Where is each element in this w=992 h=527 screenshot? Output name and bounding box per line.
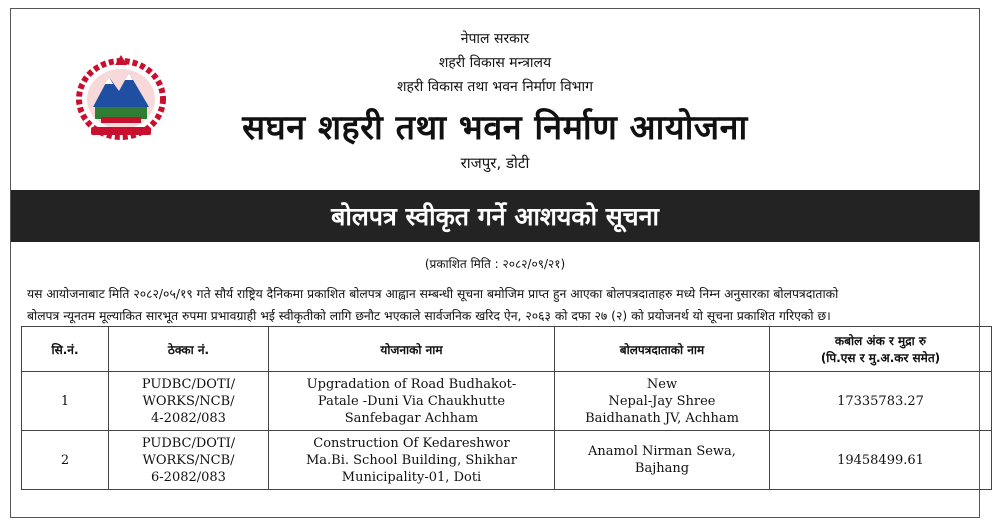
row-bid-amount: 19458499.61 xyxy=(770,431,992,490)
contract-line: PUDBC/DOTI/ xyxy=(141,435,236,451)
bid-table xyxy=(21,326,992,490)
contract-line: WORKS/NCB/ xyxy=(142,452,235,468)
published-date: (प्रकाशित मिति : २०८२/०९/२१) xyxy=(424,257,566,271)
project-line: Ma.Bi. School Building, Shikhar xyxy=(305,452,517,468)
office-location: राजपुर, डोटी xyxy=(460,154,530,172)
notice-body xyxy=(27,283,967,327)
table-row xyxy=(22,372,992,431)
project-line: Construction Of Kedareshwor xyxy=(313,435,510,451)
row-sn: 1 xyxy=(22,372,109,431)
project-line: Sanfebagar Achham xyxy=(344,410,479,426)
row-contract-no xyxy=(109,431,269,490)
bidder-line: Anamol Nirman Sewa, xyxy=(588,444,736,459)
project-office-title: सघन शहरी तथा भवन निर्माण आयोजना xyxy=(242,108,748,148)
row-bidder-name xyxy=(555,372,770,431)
header-bidder-name: बोलपत्रदाताको नाम xyxy=(555,327,770,372)
ministry-name: शहरी विकास मन्त्रालय xyxy=(438,55,552,71)
notice-title-banner: बोलपत्र स्वीकृत गर्ने आशयको सूचना xyxy=(11,190,979,242)
project-line: Patale -Duni Via Chaukhutte xyxy=(317,393,506,409)
department-name: शहरी विकास तथा भवन निर्माण विभाग xyxy=(396,79,594,95)
govt-name: नेपाल सरकार xyxy=(460,31,530,47)
bidder-line: Bajhang xyxy=(634,461,690,476)
header-project-name: योजनाको नाम xyxy=(269,327,555,372)
project-line: Municipality-01, Doti xyxy=(341,469,482,485)
row-bidder-name xyxy=(555,431,770,490)
header-bid-amount-line: कबोल अंक र मुद्रा रु xyxy=(834,334,927,348)
header-bid-amount-note: (पि.एस र मु.अ.कर समेत) xyxy=(820,351,941,365)
contract-line: 6-2082/083 xyxy=(151,469,226,485)
row-project-name xyxy=(269,372,555,431)
notice-body-line: यस आयोजनाबाट मिति २०८२/०५/१९ गते सौर्य राष्ट्रिय दैनिकमा प्रकाशित बोलपत्र आह्वान सम्बन्धी सूचना बमोजिम प्राप्त हुन आएका बोलपत्रदाताहरु मध्ये निम्न अनुसारका बोलपत्रदाताको xyxy=(27,287,839,301)
bidder-line: Baidhanath JV, Achham xyxy=(585,410,739,426)
bidder-line: Nepal-Jay Shree xyxy=(608,393,716,409)
contract-line: PUDBC/DOTI/ xyxy=(141,376,236,392)
header-bid-amount xyxy=(770,327,992,372)
notice-body-line: बोलपत्र न्यूनतम मूल्याकित सारभूत रुपमा प्रभावग्राही भई स्वीकृतीको लागि छनौट भएकाले सार्वजनिक खरिद ऐन, २०६३ को दफा २७ (२) को प्रयोजनर्थ यो सूचना प्रकाशित गरिएको छ। xyxy=(27,309,831,323)
bidder-line: New xyxy=(646,376,678,392)
row-project-name xyxy=(269,431,555,490)
table-row xyxy=(22,431,992,490)
header-contract-no: ठेक्का नं. xyxy=(109,327,269,372)
row-contract-no xyxy=(109,372,269,431)
table-header-row xyxy=(22,327,992,372)
contract-line: 4-2082/083 xyxy=(151,410,226,426)
project-line: Upgradation of Road Budhakot- xyxy=(306,376,517,392)
row-bid-amount: 17335783.27 xyxy=(770,372,992,431)
header-sn: सि.नं. xyxy=(22,327,109,372)
row-sn: 2 xyxy=(22,431,109,490)
contract-line: WORKS/NCB/ xyxy=(142,393,235,409)
